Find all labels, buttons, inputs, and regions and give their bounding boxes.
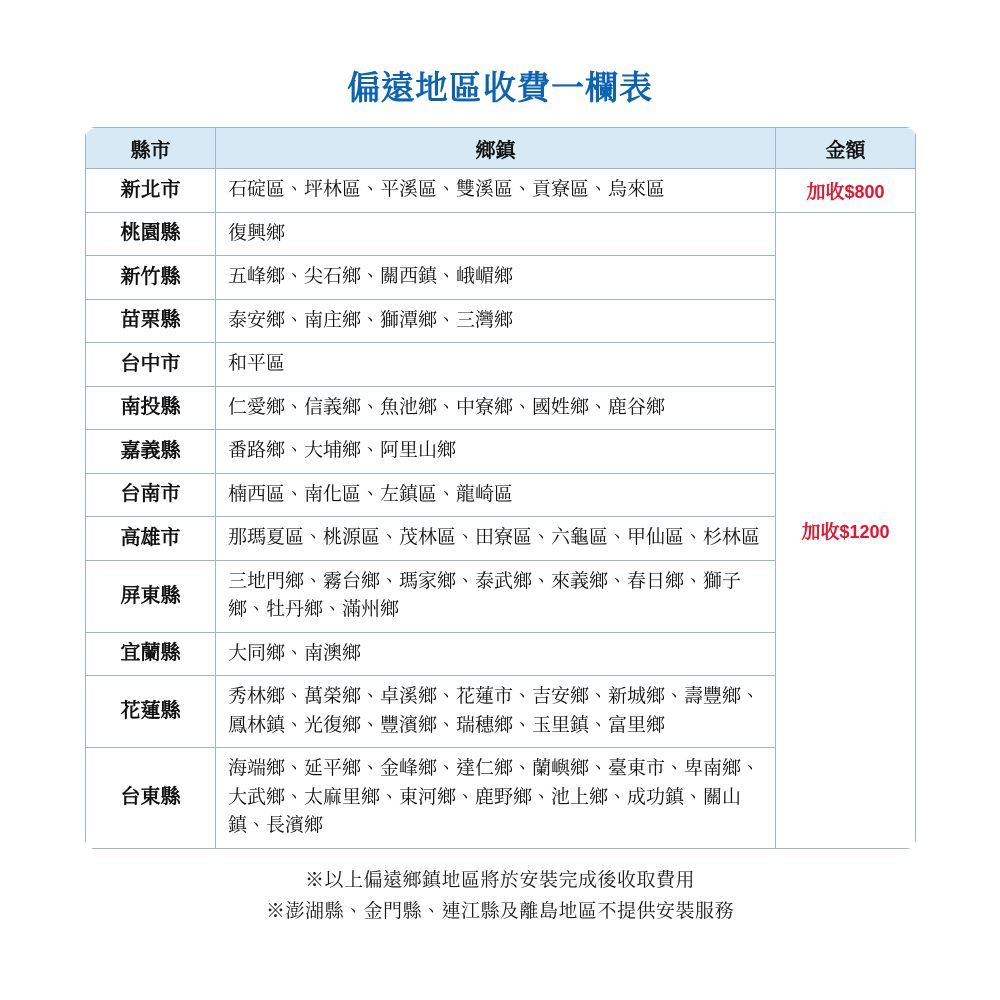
note-line-2: ※澎湖縣、金門縣、連江縣及離島地區不提供安裝服務 — [265, 900, 734, 922]
fee-table-container — [85, 127, 915, 927]
table-row — [86, 169, 916, 213]
cell-towns: 番路鄉、大埔鄉、阿里山鄉 — [216, 430, 776, 474]
column-header-county: 縣市 — [86, 128, 216, 169]
amount-label: 加收 — [806, 181, 845, 203]
cell-county: 花蓮縣 — [86, 676, 216, 748]
cell-towns: 秀林鄉、萬榮鄉、卓溪鄉、花蓮市、吉安鄉、新城鄉、壽豐鄉、鳳林鎮、光復鄉、豐濱鄉、瑞穗鄉、玉里鎮、富里鄉 — [216, 676, 776, 748]
cell-county: 南投縣 — [86, 386, 216, 430]
table-header-row — [86, 128, 916, 169]
table-row — [86, 212, 916, 256]
column-header-town: 鄉鎮 — [216, 128, 776, 169]
cell-towns: 復興鄉 — [216, 212, 776, 256]
cell-amount — [776, 212, 916, 848]
cell-county: 宜蘭縣 — [86, 632, 216, 676]
cell-towns: 五峰鄉、尖石鄉、關西鎮、峨嵋鄉 — [216, 256, 776, 300]
cell-towns: 大同鄉、南澳鄉 — [216, 632, 776, 676]
cell-towns: 泰安鄉、南庄鄉、獅潭鄉、三灣鄉 — [216, 299, 776, 343]
cell-towns: 海端鄉、延平鄉、金峰鄉、達仁鄉、蘭嶼鄉、臺東市、卑南鄉、大武鄉、太麻里鄉、東河鄉、鹿野鄉、池上鄉、成功鎮、關山鎮、長濱鄉 — [216, 748, 776, 849]
cell-towns: 三地門鄉、霧台鄉、瑪家鄉、泰武鄉、來義鄉、春日鄉、獅子鄉、牡丹鄉、滿州鄉 — [216, 560, 776, 632]
cell-county: 苗栗縣 — [86, 299, 216, 343]
cell-towns: 仁愛鄉、信義鄉、魚池鄉、中寮鄉、國姓鄉、鹿谷鄉 — [216, 386, 776, 430]
cell-county: 新北市 — [86, 169, 216, 213]
cell-county: 台中市 — [86, 343, 216, 387]
cell-towns: 石碇區、坪林區、平溪區、雙溪區、貢寮區、烏來區 — [216, 169, 776, 213]
amount-value: $1200 — [839, 521, 890, 542]
cell-towns: 和平區 — [216, 343, 776, 387]
notes-block — [85, 865, 915, 928]
page-title: 偏遠地區收費一欄表 — [347, 69, 653, 106]
amount-value: $800 — [844, 181, 885, 202]
note-line-1: ※以上偏遠鄉鎮地區將於安裝完成後收取費用 — [304, 869, 695, 891]
cell-county: 新竹縣 — [86, 256, 216, 300]
cell-county: 桃園縣 — [86, 212, 216, 256]
amount-label: 加收 — [801, 521, 840, 543]
table-body — [86, 169, 916, 849]
cell-county: 屏東縣 — [86, 560, 216, 632]
cell-county: 台南市 — [86, 473, 216, 517]
cell-county: 嘉義縣 — [86, 430, 216, 474]
cell-county: 台東縣 — [86, 748, 216, 849]
cell-amount — [776, 169, 916, 213]
column-header-amount: 金額 — [776, 128, 916, 169]
cell-county: 高雄市 — [86, 517, 216, 561]
remote-area-fee-table — [85, 127, 916, 849]
table-header — [86, 128, 916, 169]
cell-towns: 那瑪夏區、桃源區、茂林區、田寮區、六龜區、甲仙區、杉林區 — [216, 517, 776, 561]
cell-towns: 楠西區、南化區、左鎮區、龍崎區 — [216, 473, 776, 517]
